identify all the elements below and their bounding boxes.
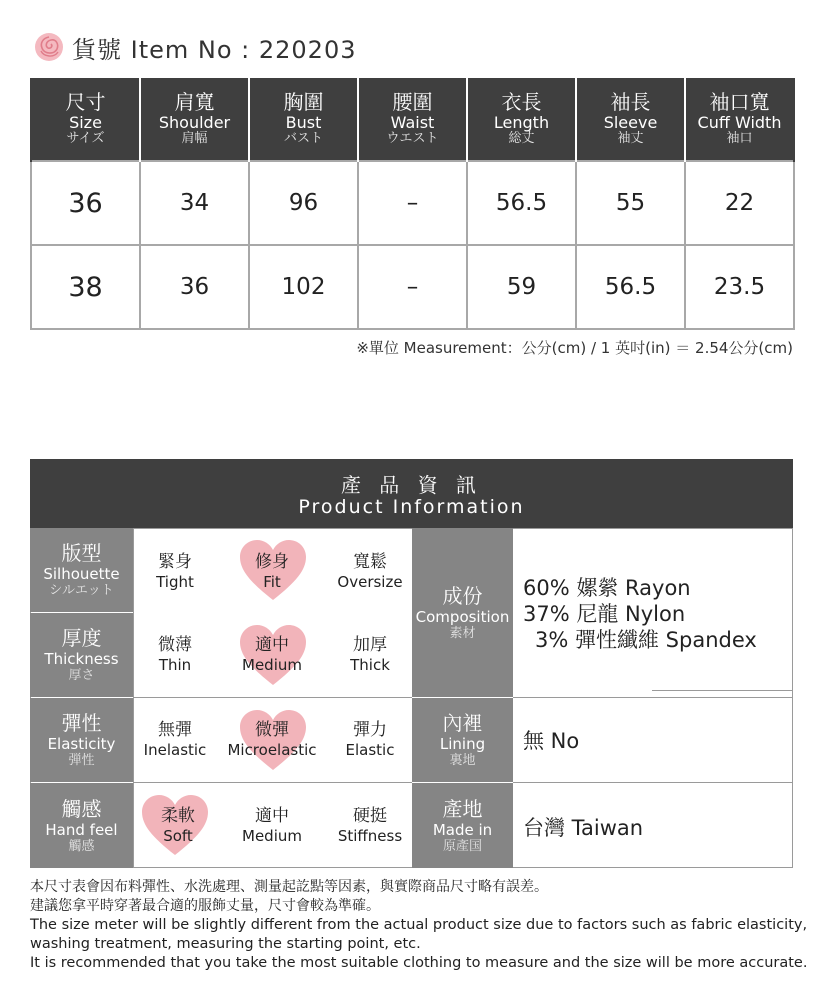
product-info-header — [30, 459, 793, 528]
unit-note: ※單位 Measurement：公分(cm) / 1 英吋(in) ＝ 2.54公分(cm) — [356, 339, 793, 357]
column-header-bust: 胸圍 Bust バスト — [249, 78, 358, 161]
column-header-length: 衣長 Length 総丈 — [467, 78, 576, 161]
row-divider — [133, 697, 412, 698]
composition-nylon: 37% 尼龍 Nylon — [523, 602, 686, 626]
item-number: 貨號 Item No : 220203 — [72, 35, 357, 64]
row-divider — [513, 697, 793, 698]
column-header-sleeve: 袖長 Sleeve 袖丈 — [576, 78, 685, 161]
composition-rayon: 60% 嫘縈 Rayon — [523, 576, 691, 600]
option-stiffness: 硬挺 Stiffness — [337, 806, 403, 846]
column-header-cuff-width: 袖口寬 Cuff Width 袖口 — [685, 78, 794, 161]
option-elastic: 彈力 Elastic — [345, 720, 395, 760]
table-cell: 22 — [685, 161, 794, 245]
column-header-waist: 腰圍 Waist ウエスト — [358, 78, 467, 161]
disclaimer-line-zh: 本尺寸表會因布料彈性、水洗處理、測量起訖點等因素，與實際商品尺寸略有誤差。 — [30, 879, 548, 895]
size-table — [30, 78, 795, 330]
product-info-panel — [30, 528, 793, 868]
row-divider — [513, 782, 793, 783]
table-cell: 56.5 — [576, 245, 685, 329]
size-disclaimer — [30, 878, 808, 973]
row-divider — [133, 782, 412, 783]
label-hand-feel: 觸感 Hand feel 觸感 — [30, 783, 133, 868]
disclaimer-line-zh: 建議您拿平時穿著最合適的服飾丈量，尺寸會較為準確。 — [30, 898, 380, 914]
option-inelastic: 無彈 Inelastic — [143, 720, 207, 760]
option-medium-feel: 適中 Medium — [242, 806, 302, 846]
table-cell: 56.5 — [467, 161, 576, 245]
table-cell: 36 — [140, 245, 249, 329]
composition-underline — [652, 690, 793, 691]
label-thickness: 厚度 Thickness 厚さ — [30, 613, 133, 697]
table-cell: – — [358, 245, 467, 329]
table-cell: – — [358, 161, 467, 245]
option-oversize: 寬鬆 Oversize — [337, 552, 403, 592]
table-cell: 34 — [140, 161, 249, 245]
option-medium-thickness: 適中 Medium — [242, 635, 302, 675]
made-in-value: 台灣 Taiwan — [523, 816, 644, 840]
option-soft: 柔軟 Soft — [161, 806, 195, 846]
disclaimer-line-en: It is recommended that you take the most suitable clothing to measure and the size will be more accurate. — [30, 955, 808, 971]
size-cell: 36 — [31, 161, 140, 245]
column-header-size: 尺寸 Size サイズ — [31, 78, 140, 161]
item-header — [34, 30, 357, 64]
table-row — [31, 161, 794, 245]
product-info-title-zh: 產 品 資 訊 — [340, 473, 483, 497]
table-cell: 96 — [249, 161, 358, 245]
rose-icon — [34, 32, 64, 62]
column-header-shoulder: 肩寬 Shoulder 肩幅 — [140, 78, 249, 161]
label-made-in: 產地 Made in 原產国 — [412, 783, 513, 868]
label-lining: 內裡 Lining 裏地 — [412, 698, 513, 782]
table-cell: 102 — [249, 245, 358, 329]
option-fit: 修身 Fit — [255, 552, 289, 592]
lining-value: 無 No — [523, 729, 580, 753]
table-cell: 23.5 — [685, 245, 794, 329]
option-microelastic: 微彈 Microelastic — [227, 720, 317, 760]
label-silhouette: 版型 Silhouette シルエット — [30, 528, 133, 612]
label-elasticity: 彈性 Elasticity 弾性 — [30, 698, 133, 782]
composition-spandex: 3% 彈性纖維 Spandex — [535, 628, 757, 652]
size-table-header — [31, 78, 794, 161]
option-tight: 緊身 Tight — [156, 552, 194, 592]
option-thick: 加厚 Thick — [350, 635, 390, 675]
table-cell: 55 — [576, 161, 685, 245]
label-composition: 成份 Composition 素材 — [412, 528, 513, 697]
product-info-title-en: Product Information — [298, 496, 525, 518]
option-thin: 微薄 Thin — [158, 635, 192, 675]
size-cell: 38 — [31, 245, 140, 329]
table-cell: 59 — [467, 245, 576, 329]
table-row — [31, 245, 794, 329]
disclaimer-line-en: washing treatment, measuring the starting point, etc. — [30, 936, 421, 952]
disclaimer-line-en: The size meter will be slightly different from the actual product size due to factors such as fabric elasticity, — [30, 917, 808, 933]
